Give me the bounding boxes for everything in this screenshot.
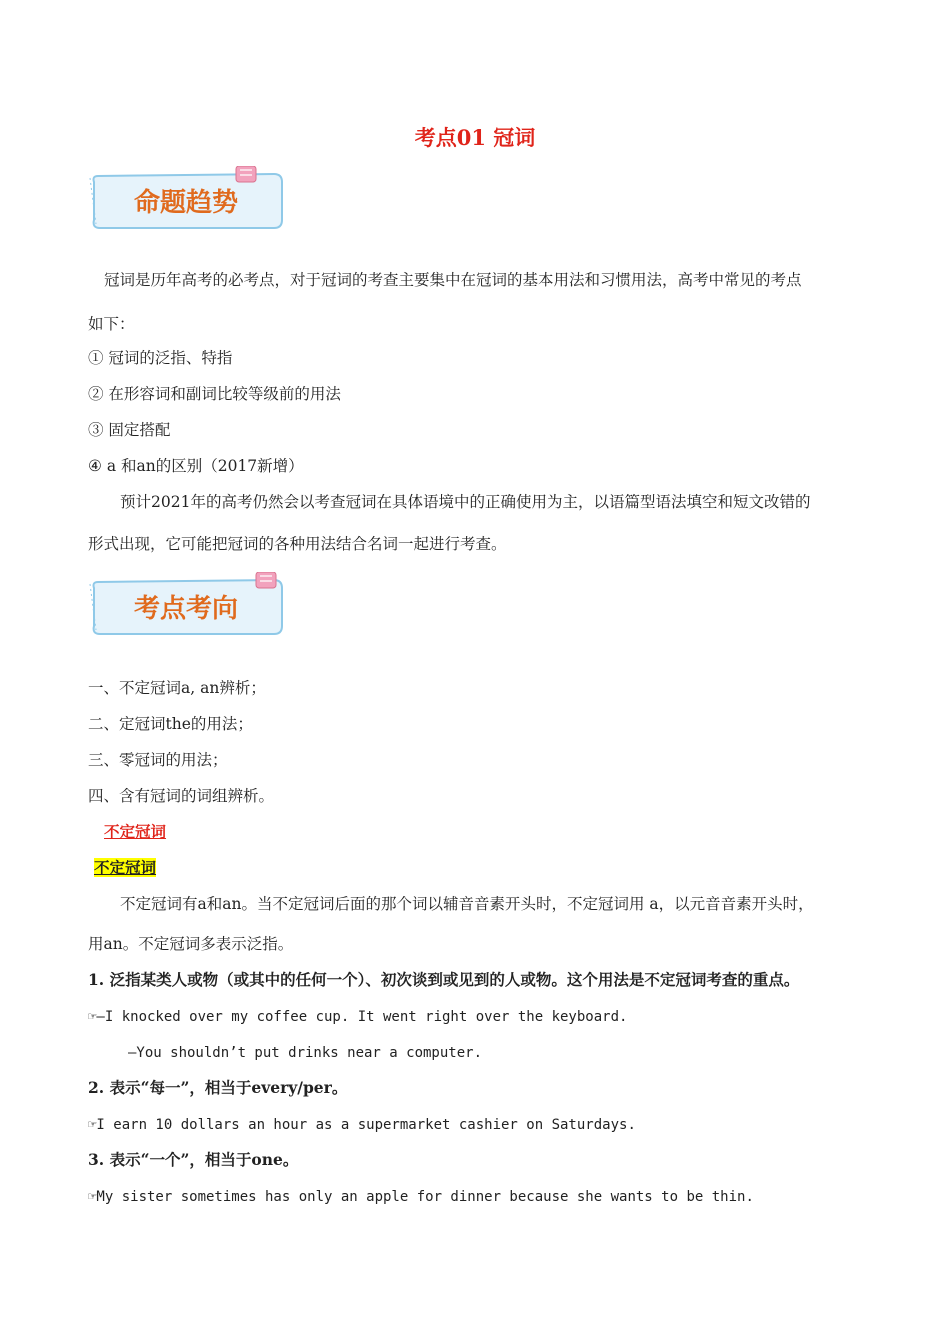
rule-2-head: 2. 表示“每一”，相当于every/per。 xyxy=(88,1078,348,1097)
prediction-line2: 形式出现，它可能把冠词的各种用法结合名词一起进行考查。 xyxy=(88,535,507,553)
banner1-text: 命题趋势 xyxy=(133,188,239,218)
desc-line1: 不定冠词有a和an。当不定冠词后面的那个词以辅音音素开头时，不定冠词用 a，以元音音素开头时， xyxy=(120,895,814,913)
outline-item-1: 一、不定冠词a, an辨析； xyxy=(88,679,266,697)
intro-item-3: ③ 固定搭配 xyxy=(88,421,171,439)
rule-1-example-1: ☞—I knocked over my coffee cup. It went right over the keyboard. xyxy=(88,1009,628,1025)
intro-line2: 如下： xyxy=(88,315,135,333)
rule-3-head: 3. 表示“一个”，相当于one。 xyxy=(88,1150,299,1169)
prediction-line1: 预计2021年的高考仍然会以考查冠词在具体语境中的正确使用为主，以语篇型语法填空和短文改错的 xyxy=(120,493,811,511)
desc-line2: 用an。不定冠词多表示泛指。 xyxy=(88,935,294,953)
banner-frame-icon xyxy=(88,572,288,638)
banner-points xyxy=(88,572,288,638)
rule-1-head: 1. 泛指某类人或物（或其中的任何一个）、初次谈到或见到的人或物。这个用法是不定冠词考查的重点。 xyxy=(88,970,800,989)
section-heading: 不定冠词 xyxy=(94,858,157,877)
paperclip-icon xyxy=(236,166,256,182)
page-title: 考点01 冠词 xyxy=(414,125,536,150)
outline-item-3: 三、零冠词的用法； xyxy=(88,751,228,769)
outline-item-2: 二、定冠词the的用法； xyxy=(88,715,253,733)
paperclip-icon xyxy=(256,572,276,588)
intro-item-2: ② 在形容词和副词比较等级前的用法 xyxy=(88,385,341,403)
rule-3-example-1: ☞My sister sometimes has only an apple for dinner because she wants to be thin. xyxy=(88,1189,754,1205)
rule-2-example-1: ☞I earn 10 dollars an hour as a supermarket cashier on Saturdays. xyxy=(88,1117,636,1133)
intro-line1: 冠词是历年高考的必考点，对于冠词的考查主要集中在冠词的基本用法和习惯用法，高考中常见的考点 xyxy=(104,271,802,289)
banner-frame-icon xyxy=(88,166,288,232)
banner-trend xyxy=(88,166,288,232)
intro-item-4: ④ a 和an的区别（2017新增） xyxy=(88,457,304,475)
rule-1-example-2: —You shouldn’t put drinks near a computer. xyxy=(128,1045,483,1061)
intro-item-1: ① 冠词的泛指、特指 xyxy=(88,349,233,367)
outline-item-4: 四、含有冠词的词组辨析。 xyxy=(88,787,275,805)
section-link[interactable]: 不定冠词 xyxy=(104,822,167,841)
banner2-text: 考点考向 xyxy=(133,594,239,624)
